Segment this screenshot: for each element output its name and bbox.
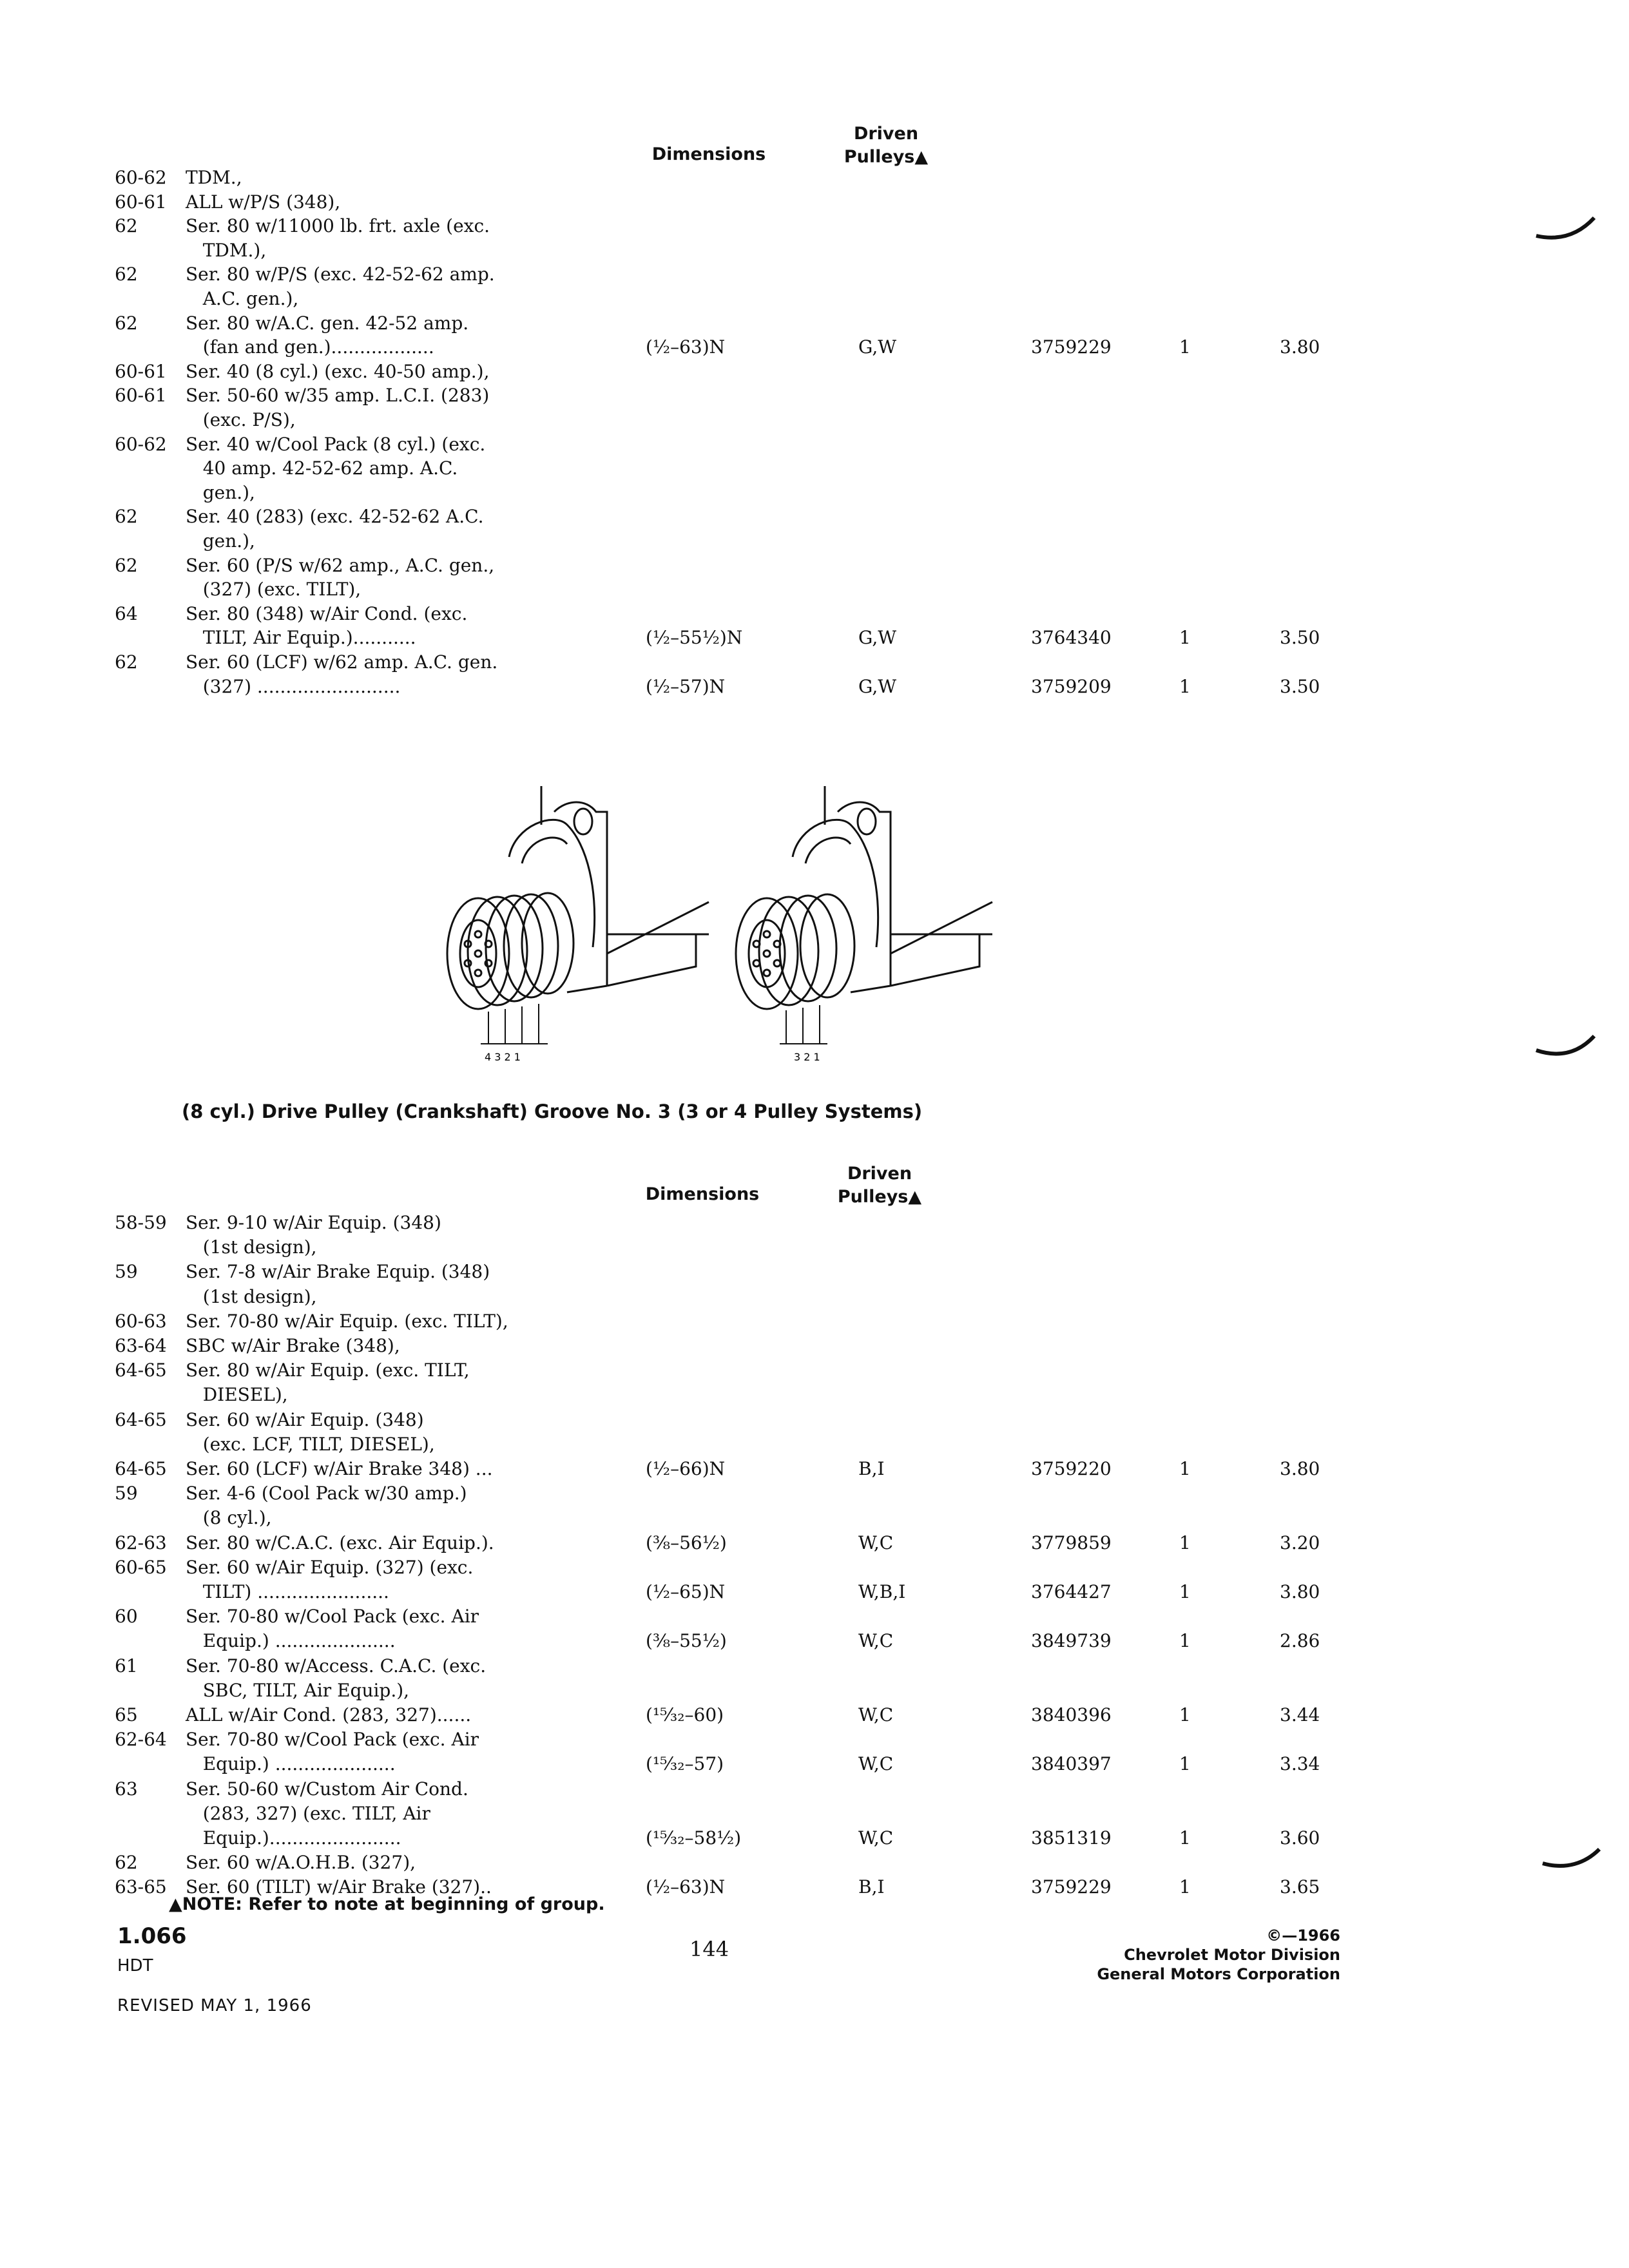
description-cell: Equip.) .....................: [186, 1753, 396, 1775]
part-number-cell: 3849739: [1031, 1630, 1112, 1652]
description-cell: (327) (exc. TILT),: [186, 579, 361, 601]
year-cell: 58-59: [115, 1212, 167, 1233]
table-row: [0, 1579, 1629, 1605]
description-cell: (1st design),: [186, 1285, 317, 1307]
year-cell: 62: [115, 264, 138, 285]
year-cell: 60-61: [115, 191, 167, 213]
table-row: [0, 625, 1629, 651]
description-cell: Ser. 80 w/C.A.C. (exc. Air Equip.).: [186, 1532, 494, 1553]
dimensions-cell: (½–55½)N: [646, 627, 743, 649]
description-cell: Ser. 4-6 (Cool Pack w/30 amp.): [186, 1483, 467, 1504]
description-cell: 40 amp. 42-52-62 amp. A.C.: [186, 457, 458, 479]
year-cell: 62: [115, 651, 138, 673]
year-cell: 62: [115, 215, 138, 237]
description-cell: TDM.),: [186, 239, 267, 261]
table-row: [0, 601, 1629, 627]
year-cell: 64-65: [115, 1458, 167, 1479]
quantity-cell: 1: [1179, 336, 1191, 358]
description-cell: (1st design),: [186, 1236, 317, 1258]
description-cell: TILT, Air Equip.)...........: [186, 627, 416, 649]
year-cell: 62: [115, 1852, 138, 1874]
year-cell: 62-63: [115, 1532, 167, 1553]
year-cell: 59: [115, 1261, 138, 1283]
description-cell: Ser. 70-80 w/Cool Pack (exc. Air: [186, 1729, 479, 1751]
part-number-cell: 3759229: [1031, 336, 1112, 358]
description-cell: Ser. 60 w/A.O.H.B. (327),: [186, 1852, 416, 1874]
pulleys-cell: G,W: [858, 336, 897, 358]
table-row: [0, 1530, 1629, 1556]
dimensions-cell: (¹⁵⁄₃₂–60): [646, 1704, 724, 1725]
table-row: [0, 1850, 1629, 1876]
description-cell: Ser. 60 w/Air Equip. (348): [186, 1408, 424, 1430]
dimensions-cell: (½–63)N: [646, 1876, 726, 1898]
table-row: [0, 383, 1629, 408]
table-row: [0, 286, 1629, 312]
pulleys-cell: W,C: [858, 1630, 894, 1652]
quantity-cell: 1: [1179, 675, 1191, 697]
description-cell: (exc. LCF, TILT, DIESEL),: [186, 1433, 435, 1455]
table-row: [0, 1309, 1629, 1334]
dimensions-cell: (¹⁵⁄₃₂–57): [646, 1753, 724, 1775]
dimensions-cell: (½–66)N: [646, 1458, 726, 1479]
multiplier-cell: 2.86: [1280, 1630, 1320, 1652]
table-row: [0, 359, 1629, 385]
description-cell: Equip.).......................: [186, 1827, 401, 1849]
table-row: [0, 1751, 1629, 1777]
year-cell: 63-64: [115, 1335, 167, 1356]
description-cell: ALL w/Air Cond. (283, 327)......: [186, 1704, 472, 1725]
multiplier-cell: 3.80: [1280, 336, 1320, 358]
dimensions-cell: (⅜–56½): [646, 1532, 727, 1553]
quantity-cell: 1: [1179, 1753, 1191, 1775]
table-row: [0, 1432, 1629, 1457]
dimensions-cell: (½–65)N: [646, 1581, 726, 1602]
pulleys-cell: G,W: [858, 675, 897, 697]
description-cell: TDM.,: [186, 167, 242, 188]
description-cell: Ser. 80 w/P/S (exc. 42-52-62 amp.: [186, 264, 495, 285]
table-row: [0, 1653, 1629, 1679]
table-row: [0, 504, 1629, 530]
year-cell: 63: [115, 1778, 138, 1800]
bottom-dimensions-header: Dimensions: [645, 1184, 760, 1204]
multiplier-cell: 3.50: [1280, 675, 1320, 697]
year-cell: 60-61: [115, 385, 167, 407]
year-cell: 60-61: [115, 360, 167, 382]
year-cell: 60-62: [115, 167, 167, 188]
year-cell: 62: [115, 506, 138, 528]
quantity-cell: 1: [1179, 1581, 1191, 1602]
quantity-cell: 1: [1179, 1630, 1191, 1652]
figure-caption: (8 cyl.) Drive Pulley (Crankshaft) Groove No. 3 (3 or 4 Pulley Systems): [182, 1100, 923, 1122]
left-groove-numbers: 4 3 2 1: [485, 1051, 521, 1063]
description-cell: Ser. 70-80 w/Cool Pack (exc. Air: [186, 1606, 479, 1628]
part-number-cell: 3759220: [1031, 1458, 1112, 1479]
table-row: [0, 432, 1629, 457]
description-cell: Ser. 50-60 w/Custom Air Cond.: [186, 1778, 468, 1800]
table-row: [0, 334, 1629, 360]
three-groove-pulley-drawing: [736, 786, 992, 1044]
year-cell: 62: [115, 554, 138, 576]
description-cell: TILT) .......................: [186, 1581, 389, 1602]
part-number-cell: 3840397: [1031, 1753, 1112, 1775]
pulleys-cell: B,I: [858, 1876, 885, 1898]
table-row: [0, 577, 1629, 602]
page-edge-mark-2: [1534, 1031, 1598, 1063]
multiplier-cell: 3.50: [1280, 627, 1320, 649]
top-pulleys-header: Pulleys▲: [843, 147, 929, 167]
table-row: [0, 1210, 1629, 1236]
description-cell: Ser. 60 (P/S w/62 amp., A.C. gen.,: [186, 554, 495, 576]
description-cell: Ser. 9-10 w/Air Equip. (348): [186, 1212, 441, 1233]
quantity-cell: 1: [1179, 1827, 1191, 1849]
page-code: HDT: [117, 1956, 153, 1975]
footnote: ▲NOTE: Refer to note at beginning of group.: [169, 1894, 605, 1914]
description-cell: SBC w/Air Brake (348),: [186, 1335, 400, 1356]
pulleys-cell: B,I: [858, 1458, 885, 1479]
multiplier-cell: 3.80: [1280, 1458, 1320, 1479]
description-cell: Ser. 70-80 w/Air Equip. (exc. TILT),: [186, 1310, 508, 1332]
table-row: [0, 1702, 1629, 1728]
description-cell: (327) .........................: [186, 675, 401, 697]
table-row: [0, 1604, 1629, 1629]
revised-date: REVISED MAY 1, 1966: [117, 1996, 312, 2015]
table-row: [0, 456, 1629, 481]
quantity-cell: 1: [1179, 1704, 1191, 1725]
multiplier-cell: 3.44: [1280, 1704, 1320, 1725]
quantity-cell: 1: [1179, 1876, 1191, 1898]
copyright: ©—1966: [1266, 1927, 1340, 1945]
description-cell: Ser. 80 (348) w/Air Cond. (exc.: [186, 602, 468, 624]
table-row: [0, 1456, 1629, 1482]
page-edge-mark-1: [1534, 213, 1598, 245]
table-row: [0, 1333, 1629, 1359]
dimensions-cell: (⅜–55½): [646, 1630, 727, 1652]
right-groove-numbers: 3 2 1: [794, 1051, 820, 1063]
description-cell: Ser. 60 (LCF) w/Air Brake 348) ...: [186, 1458, 493, 1479]
description-cell: (8 cyl.),: [186, 1507, 272, 1529]
part-number-cell: 3851319: [1031, 1827, 1112, 1849]
description-cell: Ser. 80 w/A.C. gen. 42-52 amp.: [186, 312, 469, 334]
description-cell: Ser. 40 (8 cyl.) (exc. 40-50 amp.),: [186, 360, 490, 382]
pulleys-cell: W,C: [858, 1704, 894, 1725]
table-row: [0, 262, 1629, 287]
table-row: [0, 1628, 1629, 1654]
part-number-cell: 3840396: [1031, 1704, 1112, 1725]
bottom-pulleys-header: Pulleys▲: [837, 1187, 922, 1207]
pulleys-cell: G,W: [858, 627, 897, 649]
part-number-cell: 3759209: [1031, 675, 1112, 697]
table-row: [0, 1259, 1629, 1285]
table-row: [0, 1801, 1629, 1827]
year-cell: 60: [115, 1606, 138, 1628]
description-cell: Ser. 60 (TILT) w/Air Brake (327)..: [186, 1876, 492, 1898]
year-cell: 60-63: [115, 1310, 167, 1332]
part-number-cell: 3764340: [1031, 627, 1112, 649]
year-cell: 63-65: [115, 1876, 167, 1898]
table-row: [0, 528, 1629, 554]
division-name: Chevrolet Motor Division: [1124, 1946, 1340, 1964]
year-cell: 60-62: [115, 433, 167, 455]
quantity-cell: 1: [1179, 627, 1191, 649]
description-cell: DIESEL),: [186, 1384, 288, 1406]
description-cell: Ser. 70-80 w/Access. C.A.C. (exc.: [186, 1655, 487, 1677]
table-row: [0, 1505, 1629, 1531]
year-cell: 62: [115, 312, 138, 334]
description-cell: (fan and gen.)..................: [186, 336, 434, 358]
part-number-cell: 3764427: [1031, 1581, 1112, 1602]
description-cell: (283, 327) (exc. TILT, Air: [186, 1802, 430, 1824]
pulleys-cell: W,C: [858, 1753, 894, 1775]
table-row: [0, 1555, 1629, 1581]
part-number-cell: 3779859: [1031, 1532, 1112, 1553]
year-cell: 59: [115, 1483, 138, 1504]
table-row: [0, 189, 1629, 215]
table-row: [0, 1284, 1629, 1310]
table-row: [0, 165, 1629, 191]
crankshaft-pulley-diagram: [438, 773, 1018, 1070]
top-driven-header: Driven: [853, 124, 919, 144]
description-cell: Ser. 40 (283) (exc. 42-52-62 A.C.: [186, 506, 484, 528]
description-cell: SBC, TILT, Air Equip.),: [186, 1679, 410, 1701]
table-row: [0, 311, 1629, 336]
quantity-cell: 1: [1179, 1532, 1191, 1553]
quantity-cell: 1: [1179, 1458, 1191, 1479]
table-row: [0, 1776, 1629, 1802]
table-row: [0, 1825, 1629, 1851]
multiplier-cell: 3.60: [1280, 1827, 1320, 1849]
table-row: [0, 1358, 1629, 1383]
page-edge-mark-3: [1540, 1843, 1605, 1875]
year-cell: 62-64: [115, 1729, 167, 1751]
description-cell: Ser. 50-60 w/35 amp. L.C.I. (283): [186, 385, 490, 407]
pulleys-cell: W,B,I: [858, 1581, 906, 1602]
corporation-name: General Motors Corporation: [1097, 1965, 1340, 1983]
year-cell: 64-65: [115, 1360, 167, 1381]
description-cell: A.C. gen.),: [186, 288, 299, 309]
multiplier-cell: 3.65: [1280, 1876, 1320, 1898]
table-row: [0, 480, 1629, 506]
description-cell: Ser. 40 w/Cool Pack (8 cyl.) (exc.: [186, 433, 486, 455]
year-cell: 65: [115, 1704, 138, 1725]
table-row: [0, 407, 1629, 433]
description-cell: Ser. 7-8 w/Air Brake Equip. (348): [186, 1261, 490, 1283]
top-dimensions-header: Dimensions: [651, 144, 766, 164]
table-row: [0, 1235, 1629, 1260]
description-cell: gen.),: [186, 481, 255, 503]
multiplier-cell: 3.80: [1280, 1581, 1320, 1602]
table-row: [0, 1481, 1629, 1506]
year-cell: 61: [115, 1655, 138, 1677]
description-cell: ALL w/P/S (348),: [186, 191, 341, 213]
table-row: [0, 1678, 1629, 1704]
description-cell: Equip.) .....................: [186, 1630, 396, 1652]
four-groove-pulley-drawing: [447, 786, 709, 1044]
table-row: [0, 649, 1629, 675]
dimensions-cell: (¹⁵⁄₃₂–58½): [646, 1827, 742, 1849]
description-cell: Ser. 80 w/Air Equip. (exc. TILT,: [186, 1360, 470, 1381]
table-row: [0, 1727, 1629, 1753]
page-number: 144: [689, 1937, 729, 1961]
description-cell: (exc. P/S),: [186, 409, 296, 430]
description-cell: Ser. 60 (LCF) w/62 amp. A.C. gen.: [186, 651, 498, 673]
table-row: [0, 213, 1629, 239]
multiplier-cell: 3.34: [1280, 1753, 1320, 1775]
description-cell: gen.),: [186, 530, 255, 552]
year-cell: 60-65: [115, 1556, 167, 1578]
table-row: [0, 1382, 1629, 1408]
pulleys-cell: W,C: [858, 1532, 894, 1553]
description-cell: Ser. 80 w/11000 lb. frt. axle (exc.: [186, 215, 490, 237]
description-cell: Ser. 60 w/Air Equip. (327) (exc.: [186, 1556, 474, 1578]
bottom-driven-header: Driven: [847, 1164, 912, 1184]
table-row: [0, 1407, 1629, 1433]
year-cell: 64: [115, 602, 138, 624]
table-row: [0, 553, 1629, 579]
table-row: [0, 674, 1629, 700]
dimensions-cell: (½–57)N: [646, 675, 726, 697]
year-cell: 64-65: [115, 1408, 167, 1430]
table-row: [0, 238, 1629, 264]
section-number: 1.066: [117, 1923, 187, 1949]
pulleys-cell: W,C: [858, 1827, 894, 1849]
dimensions-cell: (½–63)N: [646, 336, 726, 358]
multiplier-cell: 3.20: [1280, 1532, 1320, 1553]
part-number-cell: 3759229: [1031, 1876, 1112, 1898]
